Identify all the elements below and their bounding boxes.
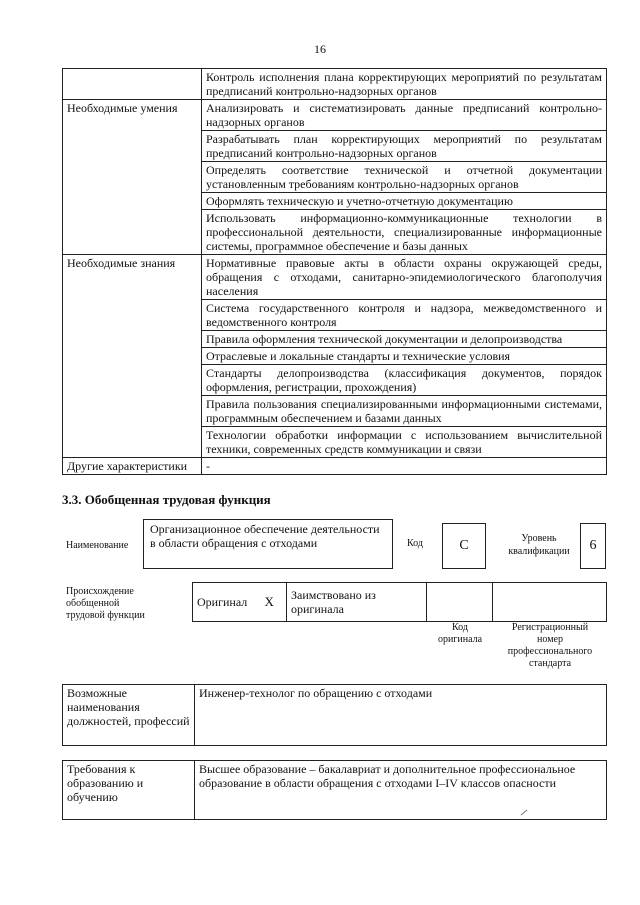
row-item: Нормативные правовые акты в области охраны окружающей среды, обращения с отходами, санитарно-эпидемиологического благополучия населения — [202, 255, 607, 300]
row-label: Другие характеристики — [63, 458, 202, 475]
reg-number-cell — [493, 583, 607, 622]
origin-label: Происхождение обобщенной трудовой функции — [66, 586, 145, 621]
table-row — [63, 69, 607, 100]
code-original-label: Код оригинала — [437, 622, 483, 645]
row-item: Анализировать и систематизировать данные предписаний контрольно-надзорных органов — [202, 100, 607, 131]
code-value: C — [459, 538, 469, 553]
row-item: Технологии обработки информации с использованием вычислительной техники, современных средств коммуникации и связи — [202, 427, 607, 458]
row-item: Разрабатывать план корректирующих мероприятий по результатам предписаний контрольно-надзорных органов — [202, 131, 607, 162]
section-title: 3.3. Обобщенная трудовая функция — [62, 492, 271, 507]
education-value: Высшее образование – бакалавриат и дополнительное профессиональное образование в области обращения с отходами I–IV классов опасности — [195, 761, 607, 820]
function-name-box — [143, 519, 393, 569]
job-titles-value: Инженер-технолог по обращению с отходами — [195, 685, 607, 746]
function-name-value: Организационное обеспечение деятельности в области обращения с отходами — [150, 522, 380, 550]
original-mark: X — [253, 583, 287, 622]
job-titles-label: Возможные наименования должностей, профессий — [63, 685, 195, 746]
origin-table — [192, 582, 607, 622]
job-titles-table — [62, 684, 607, 746]
row-item: Оформлять техническую и учетно-отчетную документацию — [202, 193, 607, 210]
original-label: Оригинал — [193, 583, 253, 622]
skills-knowledge-table — [62, 68, 607, 475]
row-item: Определять соответствие технической и отчетной документации установленным требованиям контрольно-надзорных органов — [202, 162, 607, 193]
row-item: Правила оформления технической документации и делопроизводства — [202, 331, 607, 348]
row-label: Необходимые знания — [63, 255, 202, 458]
table-row — [63, 458, 607, 475]
code-original-cell — [427, 583, 493, 622]
table-row — [63, 255, 607, 300]
row-item: Система государственного контроля и надзора, межведомственного и ведомственного контроля — [202, 300, 607, 331]
row-item: - — [202, 458, 607, 475]
row-item: Контроль исполнения плана корректирующих мероприятий по результатам предписаний контрольно-надзорных органов — [202, 69, 607, 100]
row-item: Отраслевые и локальные стандарты и технические условия — [202, 348, 607, 365]
borrowed-label: Заимствовано из оригинала — [287, 583, 427, 622]
row-label: Необходимые умения — [63, 100, 202, 255]
level-label: Уровень квалификации — [508, 533, 570, 557]
row-label — [63, 69, 202, 100]
education-label: Требования к образованию и обучению — [63, 761, 195, 820]
row-item: Правила пользования специализированными информационными системами, программным обеспечением и базами данных — [202, 396, 607, 427]
row-item: Стандарты делопроизводства (классификация документов, порядок оформления, регистрации, прохождения) — [202, 365, 607, 396]
level-box — [580, 523, 606, 569]
code-label: Код — [407, 538, 423, 549]
page-number: 16 — [314, 42, 326, 56]
level-value: 6 — [589, 538, 597, 553]
code-box — [442, 523, 486, 569]
reg-number-label: Регистрационный номер профессионального стандарта — [507, 622, 593, 669]
name-label: Наименование — [66, 540, 129, 551]
table-row — [63, 100, 607, 131]
row-item: Использовать информационно-коммуникационные технологии в профессиональной деятельности, специализированные информационные системы, программное обеспечение и базы данных — [202, 210, 607, 255]
